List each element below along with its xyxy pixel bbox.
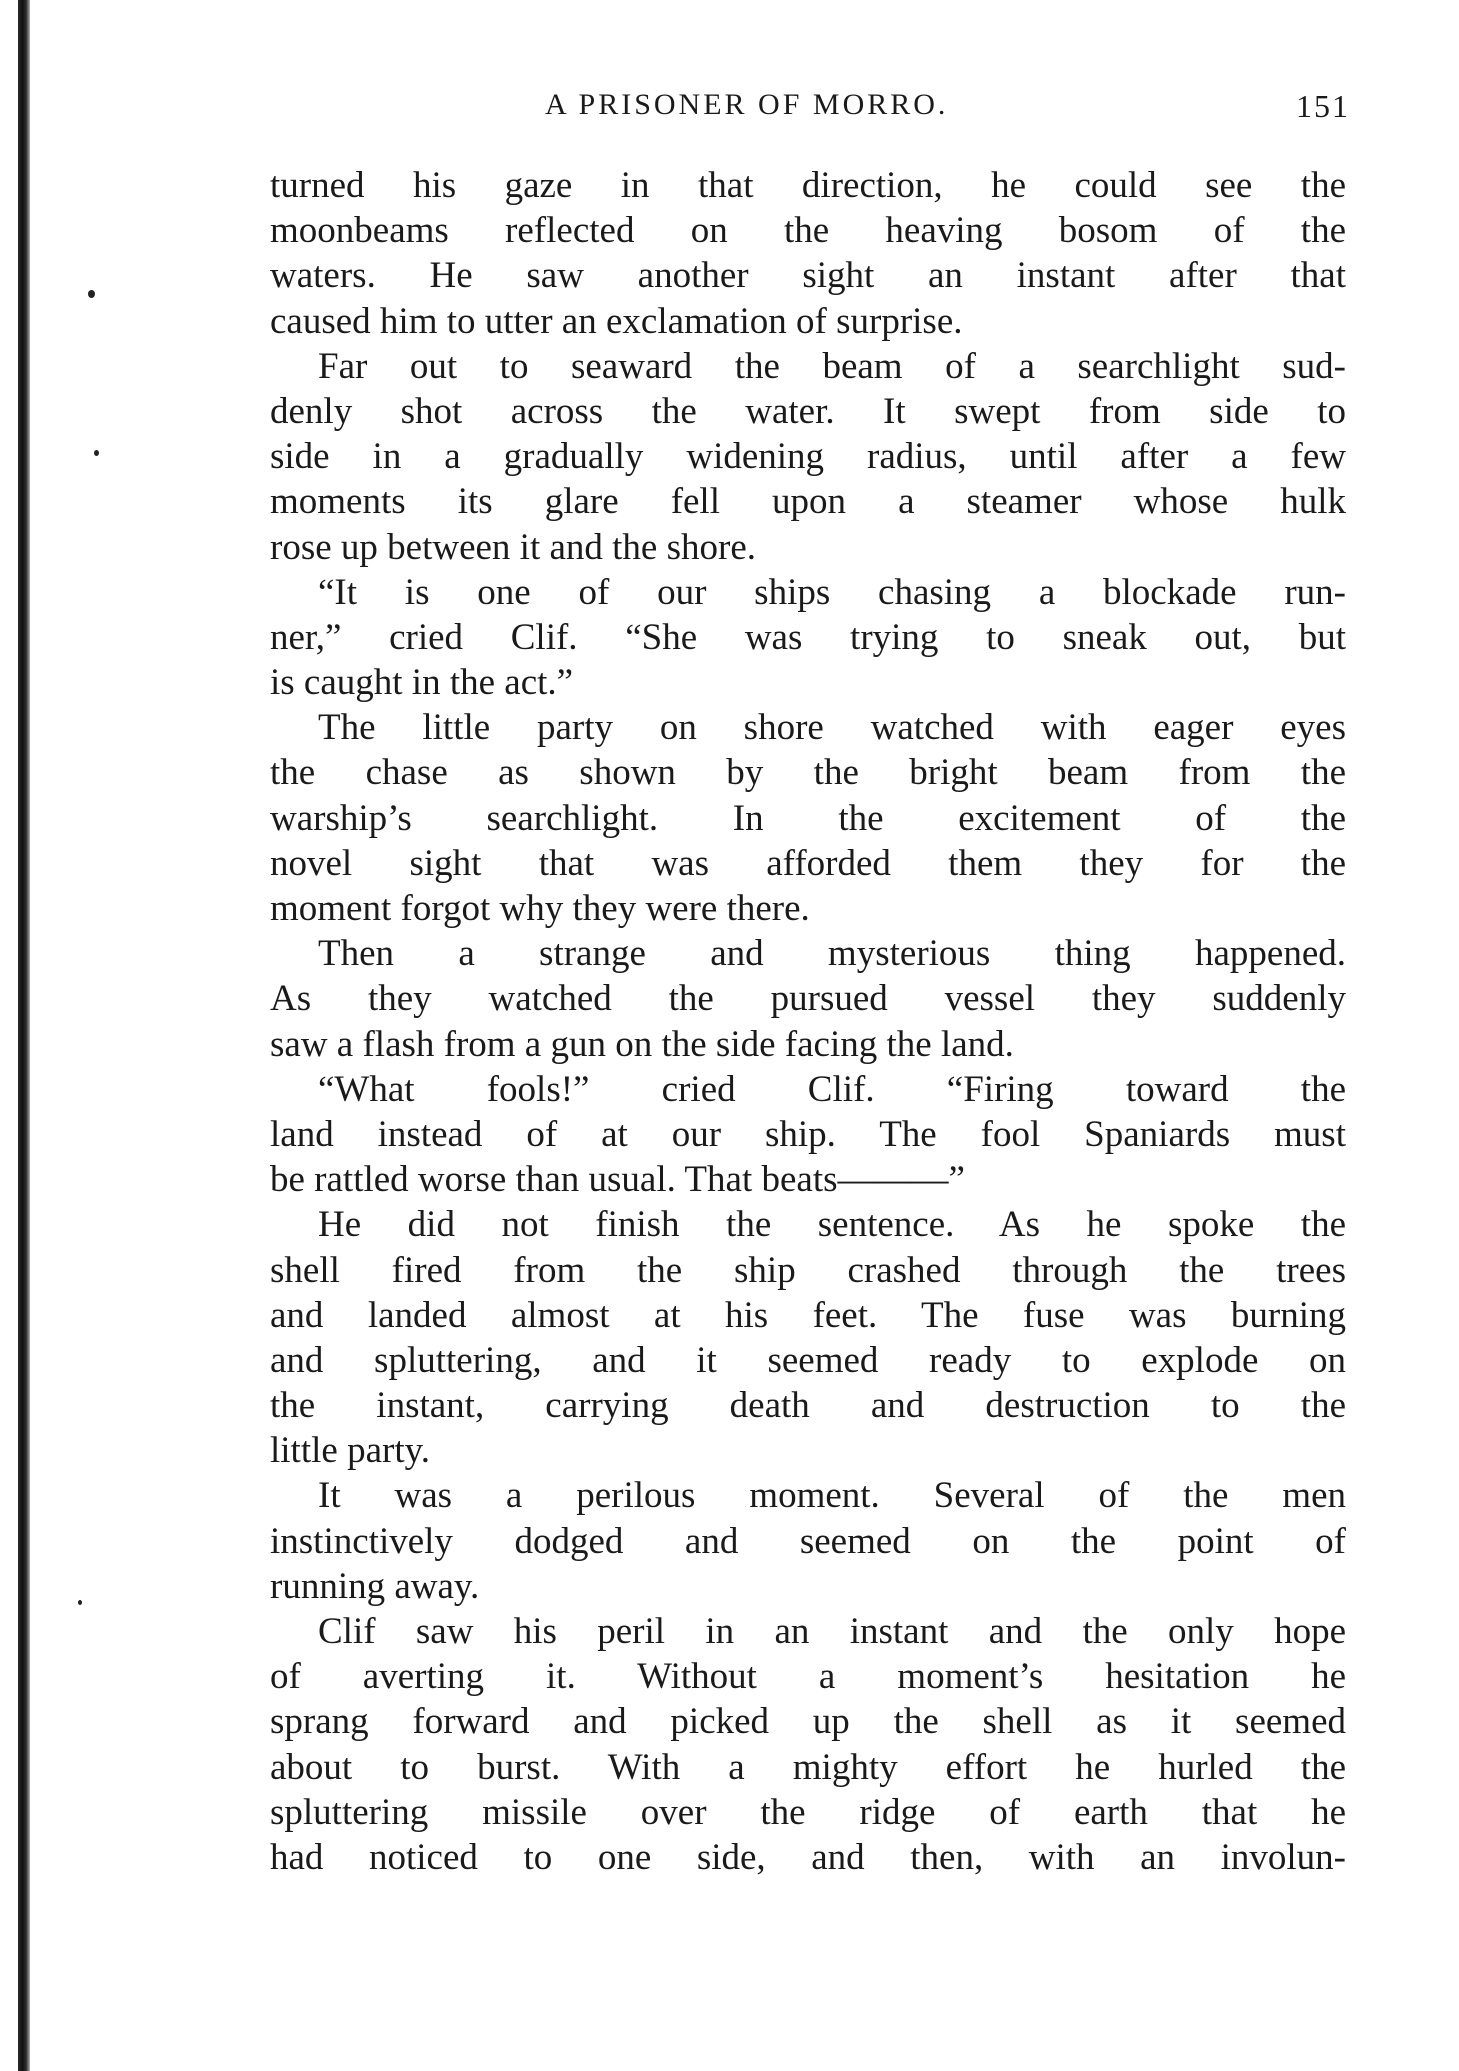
text-line: little party.	[270, 1430, 430, 1472]
text-line: It was a perilous moment. Several of the men	[318, 1475, 1346, 1517]
text-line: novel sight that was afforded them they for the	[270, 842, 1346, 884]
text-line: He did not finish the sentence. As he spoke the	[318, 1204, 1346, 1246]
text-line: and spluttering, and it seemed ready to explode on	[270, 1339, 1346, 1381]
ink-speck	[94, 450, 99, 456]
binding-edge	[18, 0, 30, 2071]
text-line: saw a flash from a gun on the side facing the land.	[270, 1023, 1014, 1065]
text-line: side in a gradually widening radius, until after a few	[270, 436, 1346, 478]
text-line: waters. He saw another sight an instant after that	[270, 255, 1346, 297]
text-line: the instant, carrying death and destruction to the	[270, 1385, 1346, 1427]
ink-speck	[78, 1600, 82, 1605]
running-head	[270, 80, 1350, 130]
text-line: moments its glare fell upon a steamer whose hulk	[270, 481, 1346, 523]
page-number: 151	[1296, 88, 1350, 124]
text-line: As they watched the pursued vessel they suddenly	[270, 978, 1346, 1020]
text-line: is caught in the act.”	[270, 662, 574, 704]
text-line: ner,” cried Clif. “She was trying to sneak out, but	[270, 616, 1346, 658]
text-line: The little party on shore watched with eager eyes	[318, 707, 1346, 749]
text-line: Far out to seaward the beam of a searchlight sud-	[318, 345, 1346, 387]
text-line: “It is one of our ships chasing a blockade run-	[318, 571, 1346, 613]
text-line: of averting it. Without a moment’s hesitation he	[270, 1656, 1346, 1698]
body-text	[270, 163, 1346, 1880]
text-line: instinctively dodged and seemed on the point of	[270, 1520, 1346, 1562]
text-line: “What fools!” cried Clif. “Firing toward the	[318, 1068, 1346, 1110]
text-line: rose up between it and the shore.	[270, 526, 756, 568]
text-line: moonbeams reflected on the heaving bosom of the	[270, 210, 1346, 252]
text-line: spluttering missile over the ridge of earth that he	[270, 1791, 1346, 1833]
text-line: and landed almost at his feet. The fuse was burning	[270, 1294, 1346, 1336]
text-line: sprang forward and picked up the shell as it seemed	[270, 1701, 1346, 1743]
text-line: land instead of at our ship. The fool Spaniards must	[270, 1113, 1346, 1155]
ink-speck	[88, 290, 95, 298]
text-line: about to burst. With a mighty effort he hurled the	[270, 1746, 1346, 1788]
text-line: be rattled worse than usual. That beats———”	[270, 1159, 965, 1201]
running-title: A PRISONER OF MORRO.	[545, 88, 949, 121]
text-line: Then a strange and mysterious thing happened.	[318, 933, 1346, 975]
text-line: shell fired from the ship crashed through the trees	[270, 1249, 1346, 1291]
text-line: turned his gaze in that direction, he could see the	[270, 165, 1346, 206]
text-line: the chase as shown by the bright beam from the	[270, 752, 1346, 794]
text-line: caused him to utter an exclamation of surprise.	[270, 300, 963, 342]
text-line: running away.	[270, 1565, 480, 1607]
text-line: had noticed to one side, and then, with an involun-	[270, 1836, 1346, 1878]
text-line: moment forgot why they were there.	[270, 888, 810, 929]
text-line: Clif saw his peril in an instant and the only hope	[318, 1611, 1346, 1652]
text-line: warship’s searchlight. In the excitement of the	[270, 797, 1346, 839]
text-line: denly shot across the water. It swept from side to	[270, 390, 1346, 432]
